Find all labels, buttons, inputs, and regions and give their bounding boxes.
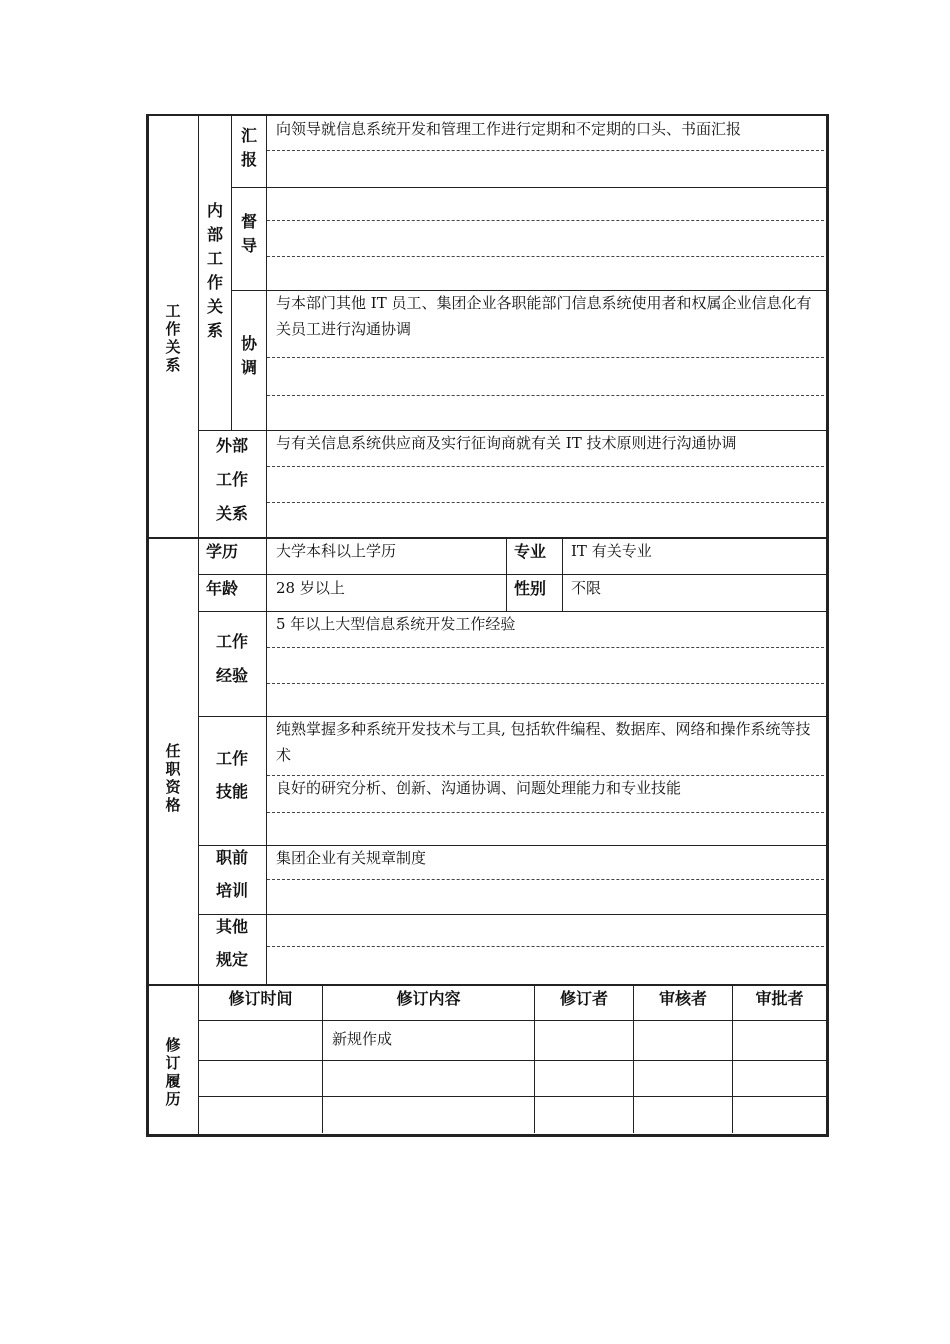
other-label-2: 规定 bbox=[215, 950, 248, 969]
coordinate-dash-2 bbox=[267, 395, 824, 396]
training-text: 集团企业有关规章制度 bbox=[276, 849, 427, 867]
rev-header-approver: 审批者 bbox=[755, 989, 804, 1008]
section-work-relations-label: 工作关系 bbox=[165, 302, 181, 374]
rev-header-content: 修订内容 bbox=[396, 989, 461, 1008]
skills-label-2: 技能 bbox=[215, 782, 248, 801]
section-revision-label: 修订履历 bbox=[165, 1036, 181, 1108]
supervise-dash-1 bbox=[267, 220, 824, 221]
col-separator-3 bbox=[266, 116, 267, 984]
rev-row-line-3 bbox=[198, 1096, 826, 1097]
rev-header-reviser: 修订者 bbox=[559, 989, 608, 1008]
training-label-2: 培训 bbox=[215, 881, 248, 900]
skills-text-1: 纯熟掌握多种系统开发技术与工具, 包括软件编程、数据库、网络和操作系统等技术 bbox=[276, 720, 811, 764]
skills-dash-2 bbox=[267, 812, 824, 813]
external-dash-2 bbox=[267, 502, 824, 503]
rev-row-line-1 bbox=[198, 1020, 826, 1021]
skills-label-1: 工作 bbox=[215, 749, 248, 768]
report-label: 汇报 bbox=[241, 126, 258, 169]
gender-value: 不限 bbox=[571, 579, 602, 597]
supervise-label: 督导 bbox=[241, 212, 258, 255]
rev-header-time: 修订时间 bbox=[228, 989, 293, 1008]
other-dash bbox=[267, 946, 824, 947]
supervise-dash-2 bbox=[267, 256, 824, 257]
report-text: 向领导就信息系统开发和管理工作进行定期和不定期的口头、书面汇报 bbox=[276, 120, 742, 138]
education-label: 学历 bbox=[206, 542, 239, 561]
major-value: IT 有关专业 bbox=[571, 542, 652, 560]
gender-label: 性别 bbox=[514, 579, 547, 598]
skills-text-2: 良好的研究分析、创新、沟通协调、问题处理能力和专业技能 bbox=[276, 779, 682, 797]
section-qualifications-label: 任职资格 bbox=[165, 742, 181, 814]
external-text: 与有关信息系统供应商及实行征询商就有关 IT 技术原则进行沟通协调 bbox=[276, 434, 737, 452]
age-label: 年龄 bbox=[206, 579, 239, 598]
coordinate-label: 协调 bbox=[241, 334, 258, 377]
col-separator-1 bbox=[198, 116, 199, 1136]
experience-label-2: 经验 bbox=[215, 666, 248, 685]
experience-text: 5 年以上大型信息系统开发工作经验 bbox=[276, 615, 516, 633]
rev-row-line-2 bbox=[198, 1060, 826, 1061]
other-label-1: 其他 bbox=[215, 917, 248, 936]
coordinate-dash-1 bbox=[267, 357, 824, 358]
external-dash-1 bbox=[267, 466, 824, 467]
internal-relations-label: 内部工作关系 bbox=[207, 201, 224, 340]
external-label-2: 工作 bbox=[215, 470, 248, 489]
training-dash bbox=[267, 879, 824, 880]
training-label-1: 职前 bbox=[215, 848, 248, 867]
education-value: 大学本科以上学历 bbox=[276, 542, 397, 560]
report-dash bbox=[267, 150, 824, 151]
outer-bottom-border bbox=[146, 1134, 828, 1137]
rev-row1-content: 新规作成 bbox=[332, 1030, 393, 1048]
experience-dash-2 bbox=[267, 683, 824, 684]
age-value: 28 岁以上 bbox=[276, 579, 345, 597]
col-separator-2 bbox=[231, 116, 232, 430]
report-bottom-line bbox=[231, 187, 826, 188]
external-label-3: 关系 bbox=[215, 504, 248, 523]
coordinate-text: 与本部门其他 IT 员工、集团企业各职能部门信息系统使用者和权属企业信息化有关员工进行沟通协调 bbox=[276, 294, 812, 338]
experience-dash-1 bbox=[267, 647, 824, 648]
major-label: 专业 bbox=[514, 542, 547, 561]
external-label-1: 外部 bbox=[215, 436, 248, 455]
training-bottom-line bbox=[198, 914, 826, 915]
experience-label-1: 工作 bbox=[215, 632, 248, 651]
rev-header-reviewer: 审核者 bbox=[658, 989, 707, 1008]
section-divider-2 bbox=[146, 984, 828, 986]
